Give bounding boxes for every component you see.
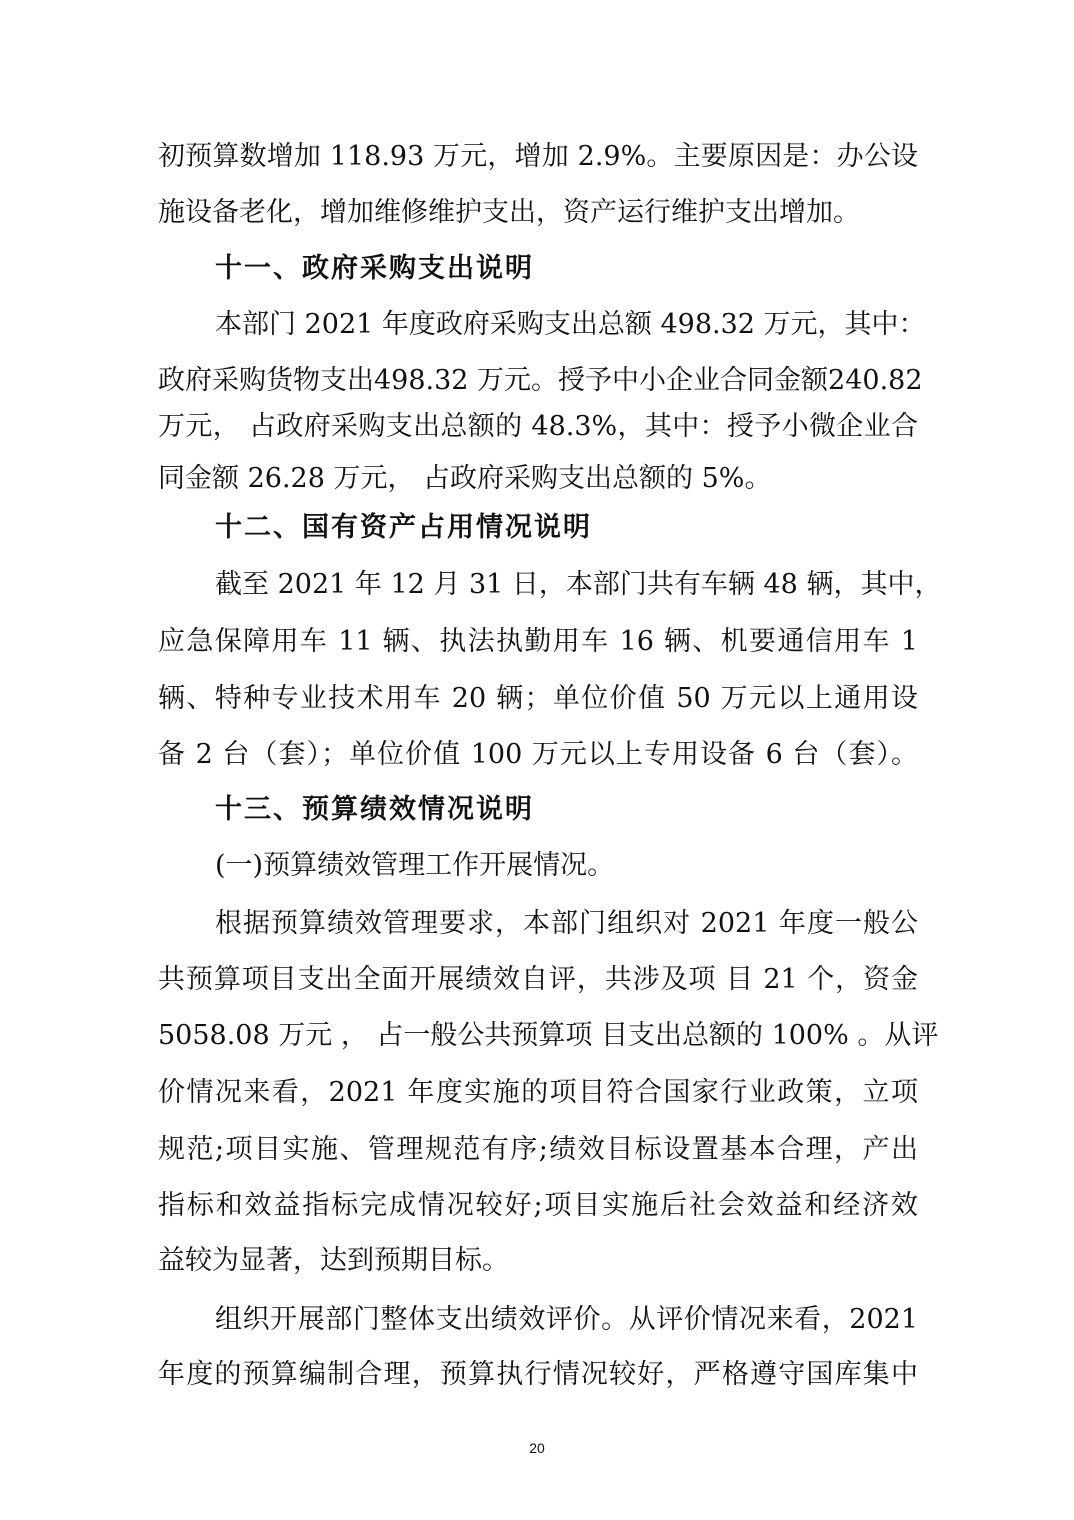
section-heading-12: 十二、国有资产占用情况说明 [215,512,592,543]
body-text-line: 规范;项目实施、管理规范有序;绩效目标设置基本合理，产出 [158,1134,918,1165]
body-text-line: 组织开展部门整体支出绩效评价。从评价情况来看，2021 [215,1304,918,1335]
body-text-line: 同金额 26.28 万元， 占政府采购支出总额的 5%。 [158,463,772,494]
body-text-line: 应急保障用车 11 辆、执法执勤用车 16 辆、机要通信用车 1 [158,626,918,657]
body-text-line: 益较为显著，达到预期目标。 [158,1245,509,1276]
body-text-line: 截至 2021 年 12 月 31 日，本部门共有车辆 48 辆，其中， [215,569,942,600]
body-text-line: 初预算数增加 118.93 万元，增加 2.9%。主要原因是：办公设 [158,141,918,172]
body-text-line: 辆、特种专业技术用车 20 辆；单位价值 50 万元以上通用设 [158,683,918,714]
body-text-line: 价情况来看，2021 年度实施的项目符合国家行业政策，立项 [158,1077,918,1108]
body-text-line: 施设备老化，增加维修维护支出，资产运行维护支出增加。 [158,197,860,228]
body-text-line: 共预算项目支出全面开展绩效自评，共涉及项 目 21 个，资金 [158,964,918,995]
body-text-line: 5058.08 万元 ， 占一般公共预算项 目支出总额的 100% 。从评 [158,1020,939,1051]
body-text-line: 政府采购货物支出498.32 万元。授予中小企业合同金额240.82 [158,365,923,396]
subsection-heading: (一)预算绩效管理工作开展情况。 [215,850,615,881]
section-heading-11: 十一、政府采购支出说明 [215,253,534,284]
section-heading-13: 十三、预算绩效情况说明 [215,794,534,825]
body-text-line: 万元， 占政府采购支出总额的 48.3%，其中：授予小微企业合 [158,411,918,442]
body-text-line: 本部门 2021 年度政府采购支出总额 498.32 万元，其中： [215,309,926,340]
body-text-line: 根据预算绩效管理要求，本部门组织对 2021 年度一般公 [215,908,918,939]
body-text-line: 备 2 台（套）；单位价值 100 万元以上专用设备 6 台（套）。 [158,739,918,770]
body-text-line: 指标和效益指标完成情况较好;项目实施后社会效益和经济效 [158,1190,918,1221]
page-number: 20 [529,1440,545,1456]
body-text-line: 年度的预算编制合理，预算执行情况较好，严格遵守国库集中 [158,1359,918,1390]
